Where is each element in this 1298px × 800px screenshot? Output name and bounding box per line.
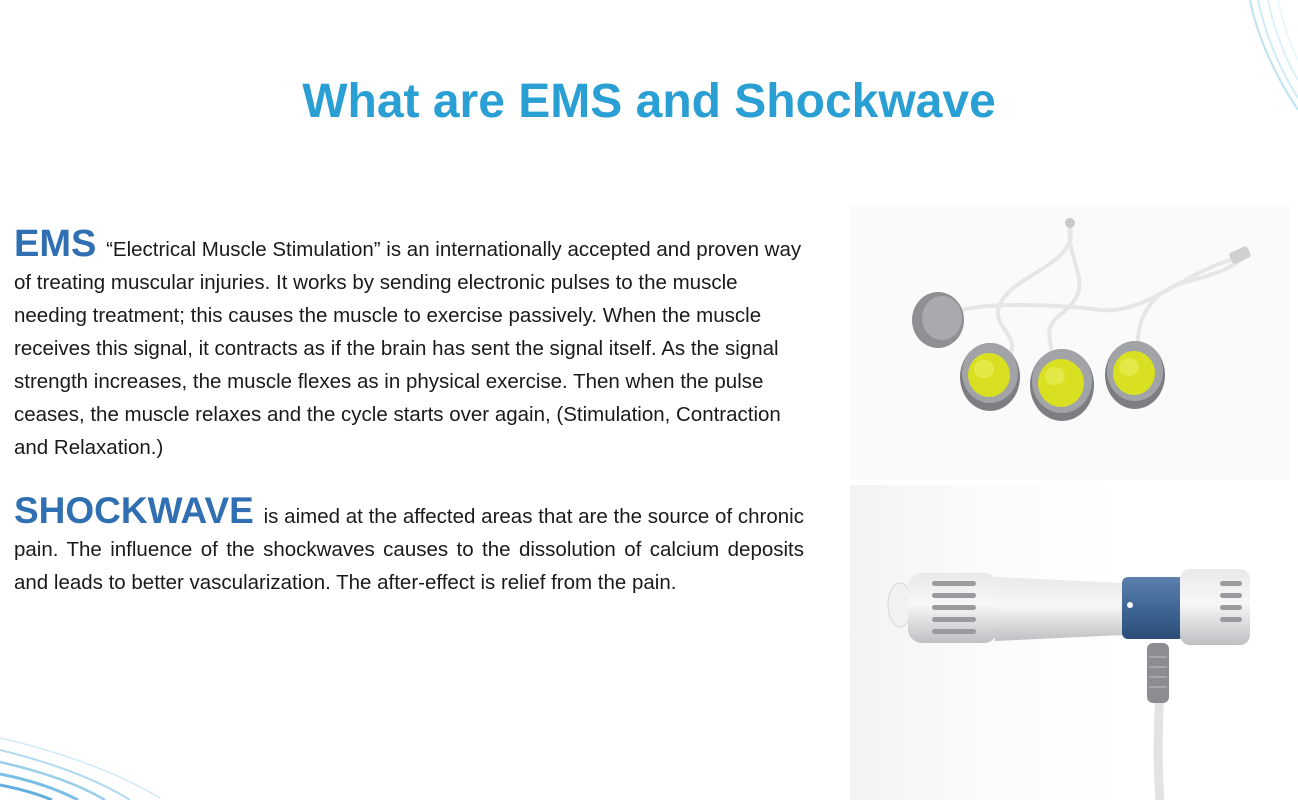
shockwave-paragraph — [14, 490, 804, 599]
ems-paragraph — [14, 223, 804, 464]
ems-description: “Electrical Muscle Stimulation” is an internationally accepted and proven way of treating muscular injuries. It works by sending electronic pulses to the muscle needing treatment; this causes the muscle to exercise passively. When the muscle receives this signal, it contracts as if the brain has sent the signal itself. As the signal strength increases, the muscle flexes as in physical exercise. Then when the pulse ceases, the muscle relaxes and the cycle starts over again, (Stimulation, Contraction and Relaxation.) — [14, 238, 802, 459]
shockwave-keyword: SHOCKWAVE — [14, 490, 254, 531]
page-title: What are EMS and Shockwave — [302, 75, 996, 128]
ems-electrode-pads-image — [850, 205, 1290, 480]
electrode-pad-back — [912, 292, 964, 348]
shockwave-description: is aimed at the affected areas that are the source of chronic pain. The influence of the shockwaves causes to the dissolution of calcium deposits and leads to better vascularization. The after-effect is relief from the pain. — [14, 505, 804, 594]
shockwave-handpiece-image — [850, 485, 1298, 800]
decorative-corner-swoosh-bottom-left — [0, 690, 160, 800]
ems-keyword: EMS — [14, 223, 97, 265]
